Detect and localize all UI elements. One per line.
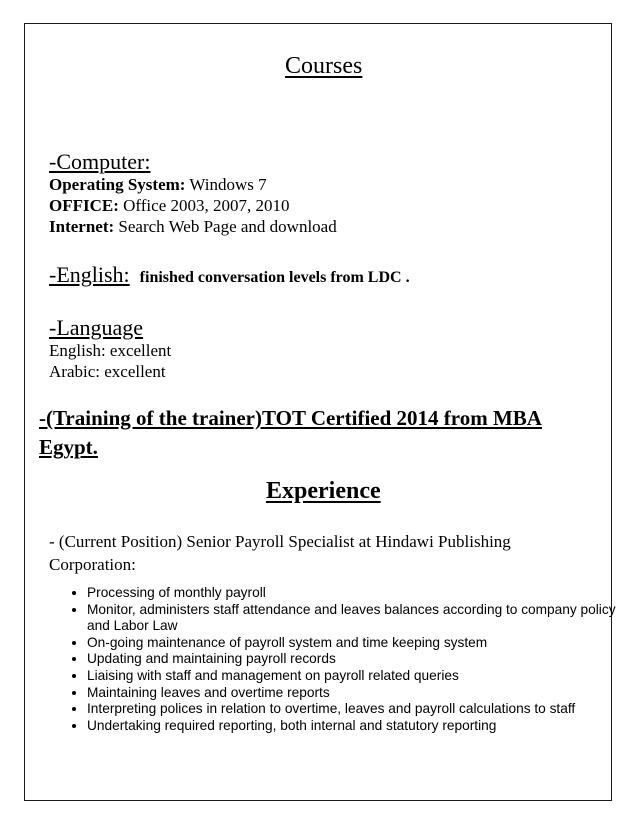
english-heading: -English:	[49, 262, 130, 287]
language-item-english: English: excellent	[49, 341, 172, 360]
computer-item-os	[49, 174, 267, 195]
list-item: • Updating and maintaining payroll records	[87, 651, 637, 668]
computer-item-value: Search Web Page and download	[114, 217, 337, 236]
english-text: finished conversation levels from LDC .	[139, 269, 410, 286]
computer-item-value: Windows 7	[185, 175, 267, 194]
current-position: - (Current Position) Senior Payroll Specialist at Hindawi Publishing Corporation:	[49, 532, 511, 574]
list-item: • Processing of monthly payroll	[87, 585, 637, 602]
language-heading: -Language	[49, 315, 144, 340]
tot-certification: -(Training of the trainer)TOT Certified 2014 from MBA Egypt.	[39, 406, 542, 459]
duties-list	[58, 585, 637, 734]
computer-item-internet	[49, 216, 337, 237]
courses-title: Courses	[285, 53, 363, 79]
list-item: • Liaising with staff and management on payroll related queries	[87, 668, 637, 685]
list-item: • Undertaking required reporting, both internal and statutory reporting	[87, 718, 637, 735]
computer-item-office	[49, 195, 290, 216]
list-item: • Interpreting polices in relation to overtime, leaves and payroll calculations to staff	[87, 701, 637, 718]
list-item: • Monitor, administers staff attendance and leaves balances according to company policy and Labor Law	[87, 602, 637, 635]
english-line	[49, 262, 410, 288]
list-item: • On-going maintenance of payroll system and time keeping system	[87, 635, 637, 652]
language-item-arabic: Arabic: excellent	[49, 362, 166, 381]
computer-item-value: Office 2003, 2007, 2010	[118, 196, 290, 215]
computer-item-label: OFFICE:	[49, 196, 119, 215]
list-item: • Maintaining leaves and overtime reports	[87, 685, 637, 702]
computer-heading: -Computer:	[49, 149, 151, 174]
computer-item-label: Internet:	[49, 217, 115, 236]
computer-item-label: Operating System:	[49, 175, 186, 194]
experience-title: Experience	[266, 478, 381, 504]
